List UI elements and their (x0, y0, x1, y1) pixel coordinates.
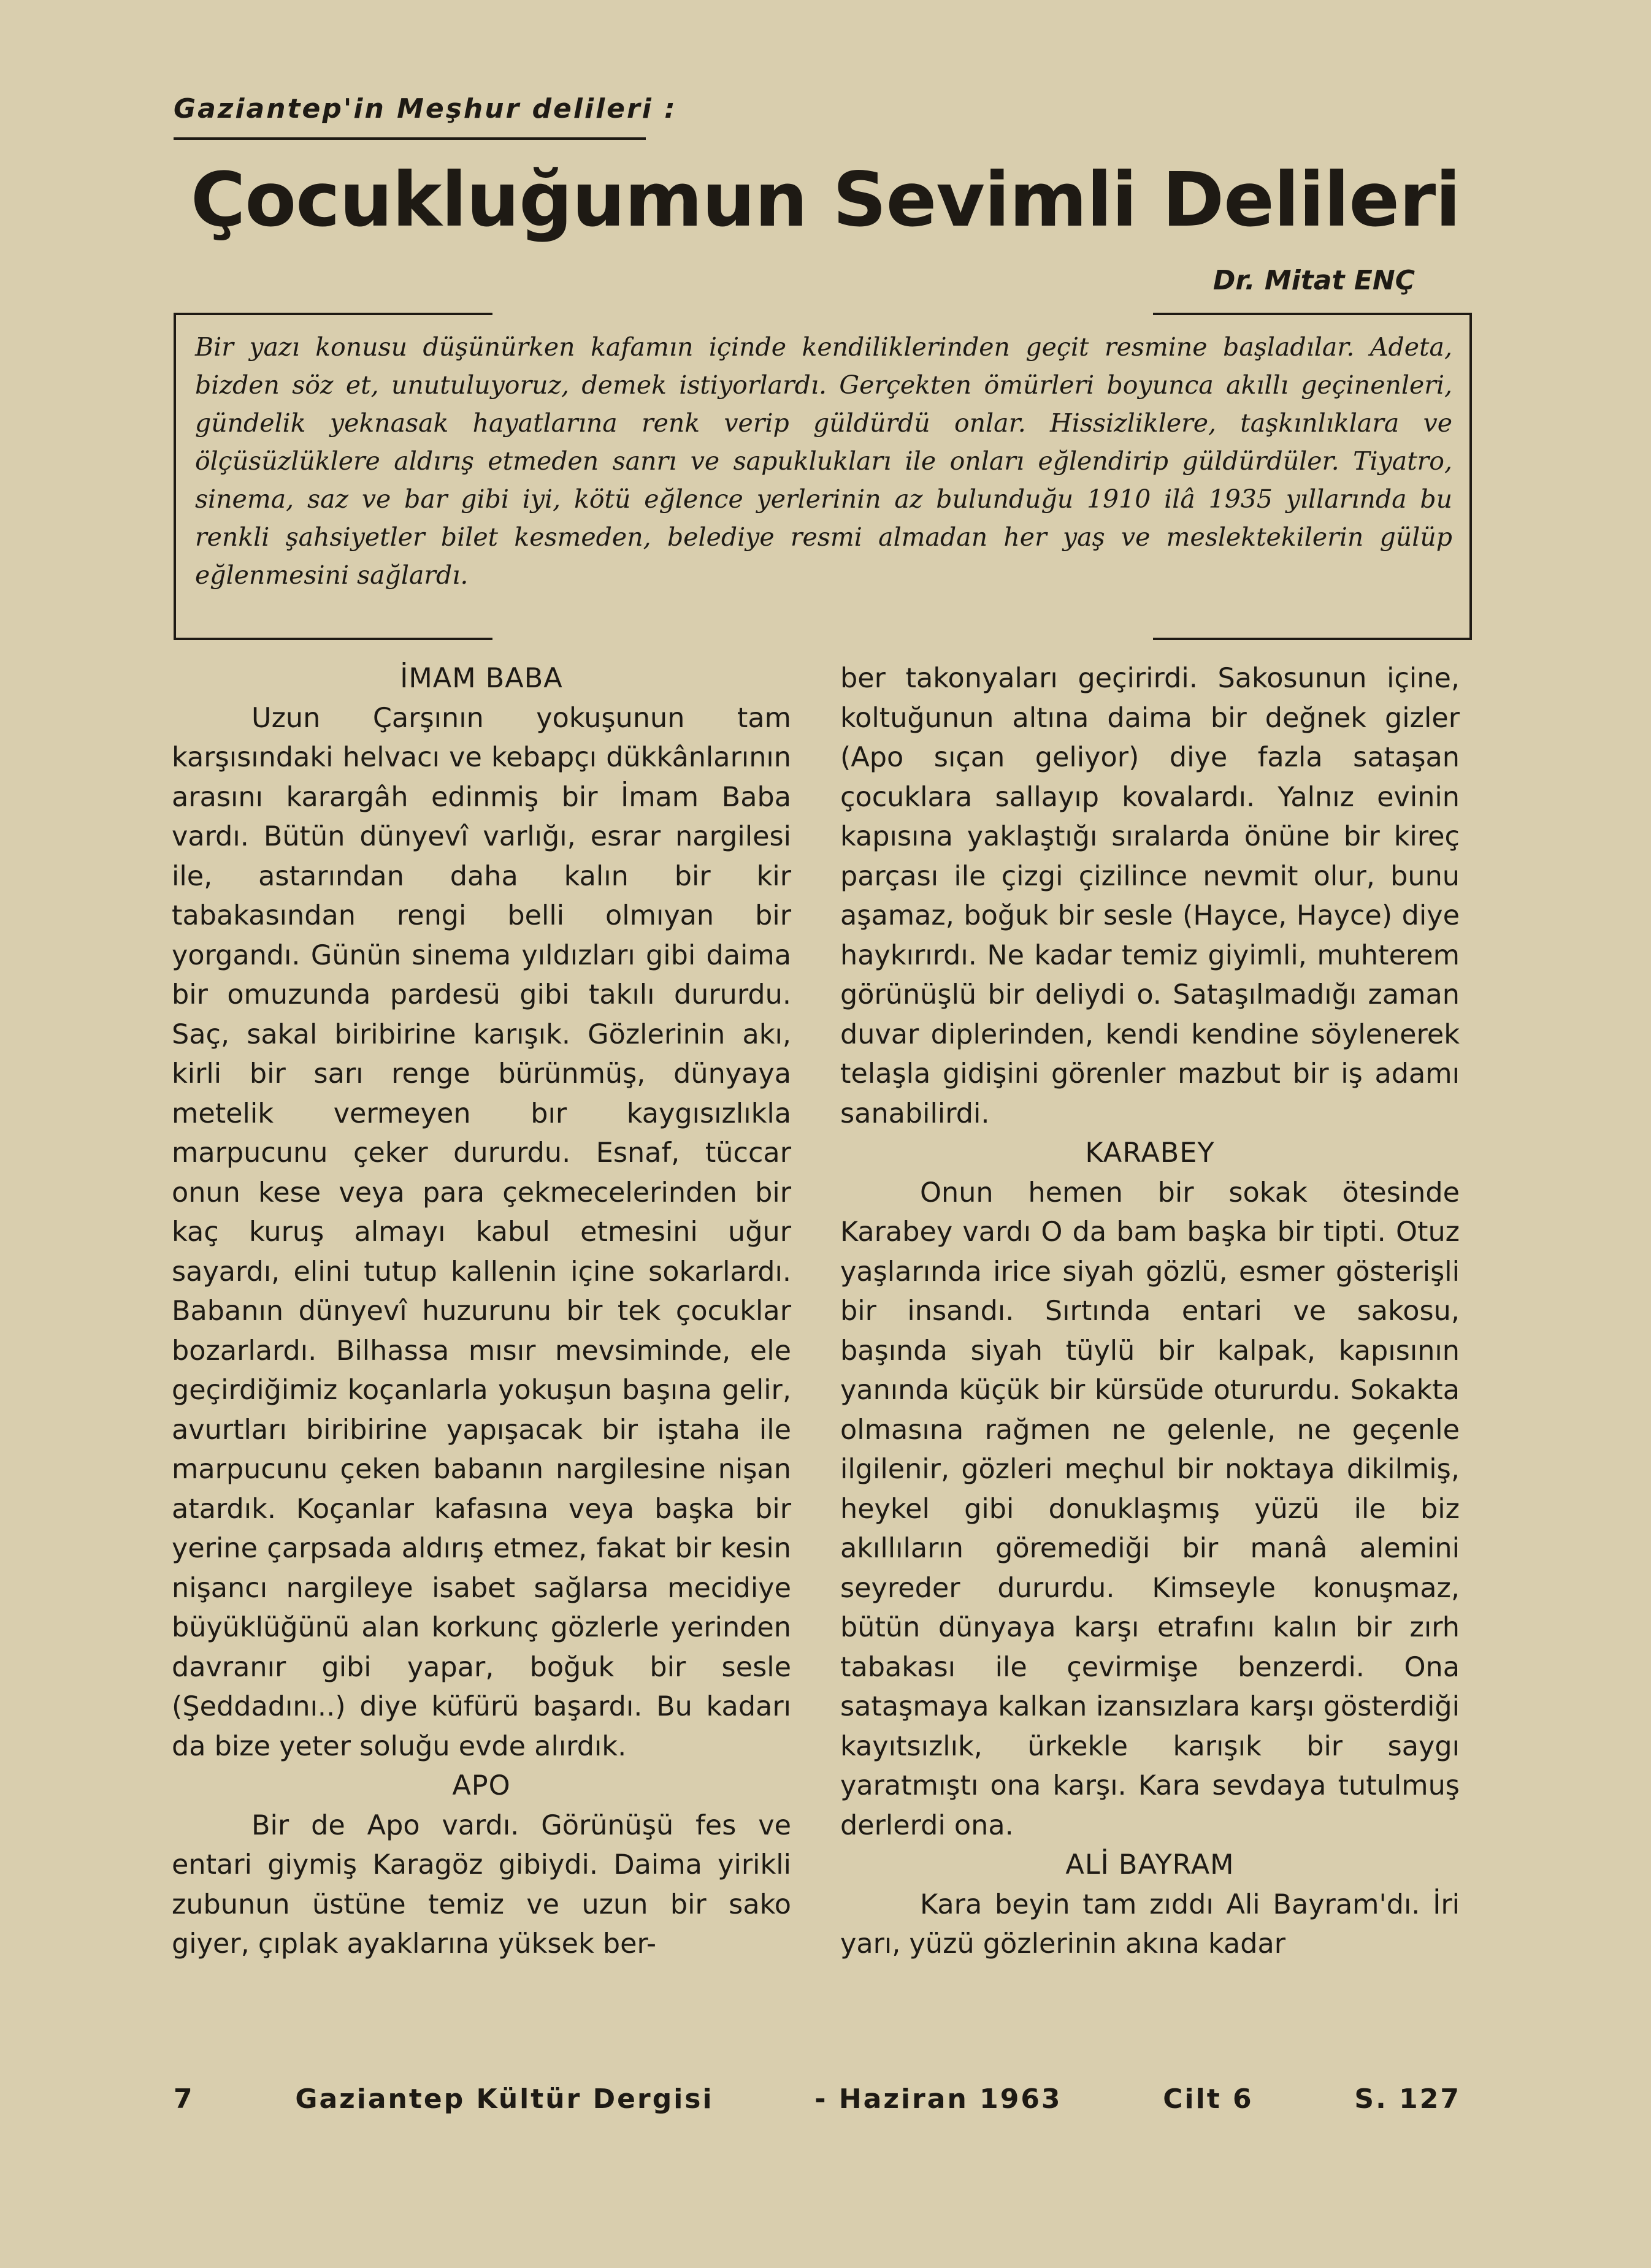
page-footer (174, 2083, 1461, 2115)
series-underline (174, 137, 646, 140)
frame-rule-top-left (174, 313, 492, 315)
page-number: 7 (174, 2083, 194, 2115)
right-column (840, 659, 1460, 1964)
article-author: Dr. Mitat ENÇ (1212, 265, 1415, 296)
issue-date: - Haziran 1963 (814, 2083, 1062, 2115)
frame-rule-bottom-right (1153, 638, 1472, 640)
journal-name: Gaziantep Kültür Dergisi (295, 2083, 714, 2115)
section-heading-apo: APO (452, 1770, 511, 1801)
paragraph-apo-continued: ber takonyaları geçirirdi. Sakosunun içine, koltuğunun altına daima bir değnek gizler (Apo sıçan geliyor) diye fazla sataşan çocuklara sallayıp kovalardı. Yalnız evinin kapısına yaklaştığı sıralarda önüne bir kireç parçası ile çizgi çizilince nevmit olur, bunu aşamaz, boğuk bir sesle (Hayce, Hayce) diye haykırırdı. Ne kadar temiz giyimli, muhterem görünüşlü bir deliydi o. Sataşılmadığı zaman duvar diplerinden, kendi kendine söylenerek telaşla gidişini görenler mazbut bir iş adamı sanabilirdi. (840, 663, 1460, 1129)
article-abstract: Bir yazı konusu düşünürken kafamın içinde kendiliklerinden geçit resmine başladılar. Adeta, bizden söz et, unutuluyoruz, demek istiyorlardı. Gerçekten ömürleri boyunca akıllı geçinenleri, gündelik yeknasak hayatlarına renk verip güldürdü onlar. Hissizliklere, taşkınlıklara ve ölçüsüzlüklere aldırış etmeden sanrı ve sapuklukları ile onları eğlendirip güldürdüler. Tiyatro, sinema, saz ve bar gibi iyi, kötü eğlence yerlerinin az bulunduğu 1910 ilâ 1935 yıllarında bu renkli şahsiyetler bilet kesmeden, belediye resmi almadan her yaş ve meslektekilerin gülüp eğlenmesini sağlardı. (195, 332, 1452, 590)
frame-rule-right (1469, 313, 1472, 640)
issue-number: S. 127 (1354, 2083, 1461, 2115)
frame-rule-left (174, 313, 176, 640)
paragraph-karabey: Onun hemen bir sokak ötesinde Karabey vardı O da bam başka bir tipti. Otuz yaşlarında irice siyah gözlü, esmer gösterişli bir insandı. Sırtında entari ve sakosu, başında siyah tüylü bir kalpak, kapısının yanında küçük bir kürsüde otururdu. Sokakta olmasına rağmen ne gelenle, ne geçenle ilgilenir, gözleri meçhul bir noktaya dikilmiş, heykel gibi donuklaşmış yüzü ile biz akıllıların göremediği bir manâ alemini seyreder dururdu. Kimseyle konuşmaz, bütün dünyaya karşı etrafını kalın bir zırh tabakası ile çevirmişe benzerdi. Ona sataşmaya kalkan izansızlara karşı gösterdiği kayıtsızlık, ürkekle karışık bir saygı yaratmıştı ona karşı. Kara sevdaya tutulmuş derlerdi ona. (840, 1177, 1460, 1841)
article-title: Çocukluğumun Sevimli Delileri (190, 156, 1461, 243)
paragraph-ali-bayram: Kara beyin tam zıddı Ali Bayram'dı. İri yarı, yüzü gözlerinin akına kadar (840, 1888, 1460, 1960)
frame-rule-bottom-left (174, 638, 492, 640)
series-title: Gaziantep'in Meşhur delileri : (174, 93, 677, 124)
paragraph-apo: Bir de Apo vardı. Görünüşü fes ve entari giymiş Karagöz gibiydi. Daima yirikli zubunun üstüne temiz ve uzun bir sako giyer, çıplak ayaklarına yüksek ber- (172, 1809, 791, 1960)
left-column (172, 659, 791, 1964)
volume-number: Cilt 6 (1163, 2083, 1254, 2115)
frame-rule-top-right (1153, 313, 1472, 315)
section-heading-karabey: KARABEY (1085, 1137, 1215, 1169)
paragraph-imam-baba: Uzun Çarşının yokuşunun tam karşısındaki helvacı ve kebapçı dükkânlarının arasını karargâh edinmiş bir İmam Baba vardı. Bütün dünyevî varlığı, esrar nargilesi ile, astarından daha kalın bir kir tabakasından rengi belli olmıyan bir yorgandı. Günün sinema yıldızları gibi daima bir omuzunda pardesü gibi takılı dururdu. Saç, sakal biribirine karışık. Gözlerinin akı, kirli bir sarı renge bürünmüş, dünyaya metelik vermeyen bır kaygısızlıkla marpucunu çeker dururdu. Esnaf, tüccar onun kese veya para çekmecelerinden bir kaç kuruş almayı kabul etmesini uğur sayardı, elini tutup kallenin içine sokarlardı. Babanın dünyevî huzurunu bir tek çocuklar bozarlardı. Bilhassa mısır mevsiminde, ele geçirdiğimiz koçanlarla yokuşun başına gelir, avurtları biribirine yapışacak bir iştaha ile marpucunu çeken babanın nargilesine nişan atardık. Koçanlar kafasına veya başka bir yerine çarpsada aldırış etmez, fakat bir kesin nişancı nargileye isabet sağlarsa mecidiye büyüklüğünü alan korkunç gözlerle yerinden davranır gibi yapar, boğuk bir sesle (Şeddadını..) diye küfürü başardı. Bu kadarı da bize yeter soluğu evde alırdık. (172, 702, 791, 1762)
section-heading-imam-baba: İMAM BABA (400, 663, 563, 694)
section-heading-ali-bayram: ALİ BAYRAM (1065, 1849, 1235, 1880)
